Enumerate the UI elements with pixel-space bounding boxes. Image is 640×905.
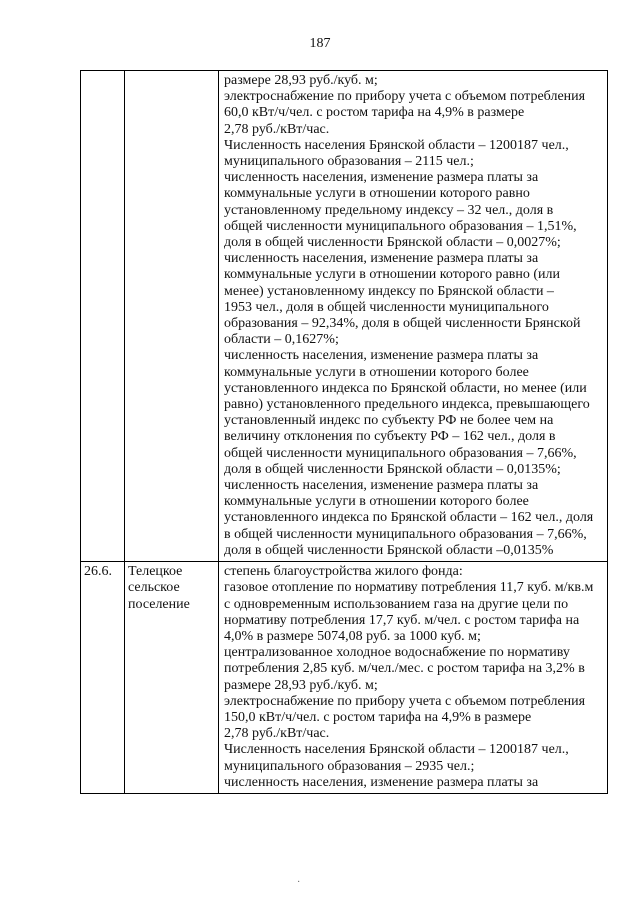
scan-speck: · <box>297 877 301 888</box>
text-line: электроснабжение по прибору учета с объемом потребления <box>224 693 586 709</box>
text-line: степень благоустройства жилого фонда: <box>224 564 463 580</box>
text-line: 2,78 руб./кВт/час. <box>224 121 330 137</box>
description-cell <box>219 562 608 794</box>
text-line: общей численности муниципального образования – 7,66%, <box>224 445 577 461</box>
text-line: численность населения, изменение размера платы за <box>224 170 539 186</box>
text-line: области – 0,1627%; <box>224 332 339 348</box>
text-line: равно) установленного предельного индекса, превышающего <box>224 397 590 413</box>
row-number-cell: 26.6. <box>81 562 125 794</box>
text-line: 1953 чел., доля в общей численности муниципального <box>224 299 549 315</box>
text-line: численность населения, изменение размера платы за <box>224 774 539 790</box>
text-line: Численность населения Брянской области – 1200187 чел., <box>224 742 569 758</box>
municipality-name-cell <box>125 562 219 794</box>
text-line: 4,0% в размере 5074,08 руб. за 1000 куб. м; <box>224 628 481 644</box>
text-line: Численность населения Брянской области – 1200187 чел., <box>224 137 569 153</box>
text-line: газовое отопление по нормативу потребления 11,7 куб. м/кв.м <box>224 580 594 596</box>
text-line: поселение <box>128 596 190 612</box>
text-line: коммунальные услуги в отношении которого более <box>224 494 529 510</box>
row-number-cell <box>81 71 125 562</box>
text-line: 2,78 руб./кВт/час. <box>224 726 330 742</box>
table-row <box>81 71 608 562</box>
text-line: коммунальные услуги в отношении которого равно <box>224 186 530 202</box>
text-line: муниципального образования – 2115 чел.; <box>224 154 474 170</box>
text-line: общей численности муниципального образования – 1,51%, <box>224 218 577 234</box>
text-line: установленного индекса по Брянской области – 162 чел., доля <box>224 510 594 526</box>
text-line: 60,0 кВт/ч/чел. с ростом тарифа на 4,9% в размере <box>224 105 525 121</box>
text-line: сельское <box>128 580 180 596</box>
text-line: менее) установленному индексу по Брянской области – <box>224 283 554 299</box>
text-line: численность населения, изменение размера платы за <box>224 348 539 364</box>
table-row <box>81 562 608 794</box>
text-line: установленного индекса по Брянской области, но менее (или <box>224 380 587 396</box>
municipality-name-cell <box>125 71 219 562</box>
description-cell <box>219 71 608 562</box>
text-line: численность населения, изменение размера платы за <box>224 478 539 494</box>
text-line: коммунальные услуги в отношении которого более <box>224 364 529 380</box>
text-line: электроснабжение по прибору учета с объемом потребления <box>224 89 586 105</box>
text-line: муниципального образования – 2935 чел.; <box>224 758 475 774</box>
page-number: 187 <box>309 36 331 51</box>
text-line: с одновременным использованием газа на другие цели по <box>224 596 569 612</box>
text-line: нормативу потребления 17,7 куб. м/чел. с ростом тарифа на <box>224 612 580 628</box>
text-line: размере 28,93 руб./куб. м; <box>224 73 378 88</box>
text-line: потребления 2,85 куб. м/чел./мес. с ростом тарифа на 3,2% в <box>224 661 585 677</box>
text-line: 150,0 кВт/ч/чел. с ростом тарифа на 4,9% в размере <box>224 709 532 725</box>
text-line: образования – 92,34%, доля в общей численности Брянской <box>224 316 581 332</box>
text-line: установленный индекс по субъекту РФ не более чем на <box>224 413 554 429</box>
text-line: доля в общей численности Брянской области – 0,0135%; <box>224 461 561 477</box>
text-line: установленному предельному индексу – 32 чел., доля в <box>224 202 554 218</box>
municipality-table <box>80 70 608 794</box>
text-line: централизованное холодное водоснабжение по нормативу <box>224 645 570 661</box>
text-line: размере 28,93 руб./куб. м; <box>224 677 378 693</box>
text-line: доля в общей численности Брянской области –0,0135% <box>224 542 554 558</box>
text-line: коммунальные услуги в отношении которого равно (или <box>224 267 560 283</box>
text-line: величину отклонения по субъекту РФ – 162 чел., доля в <box>224 429 556 445</box>
text-line: численность населения, изменение размера платы за <box>224 251 539 267</box>
text-line: доля в общей численности Брянской области – 0,0027%; <box>224 235 561 251</box>
text-line: в общей численности муниципального образования – 7,66%, <box>224 526 587 542</box>
text-line: Телецкое <box>128 564 183 580</box>
